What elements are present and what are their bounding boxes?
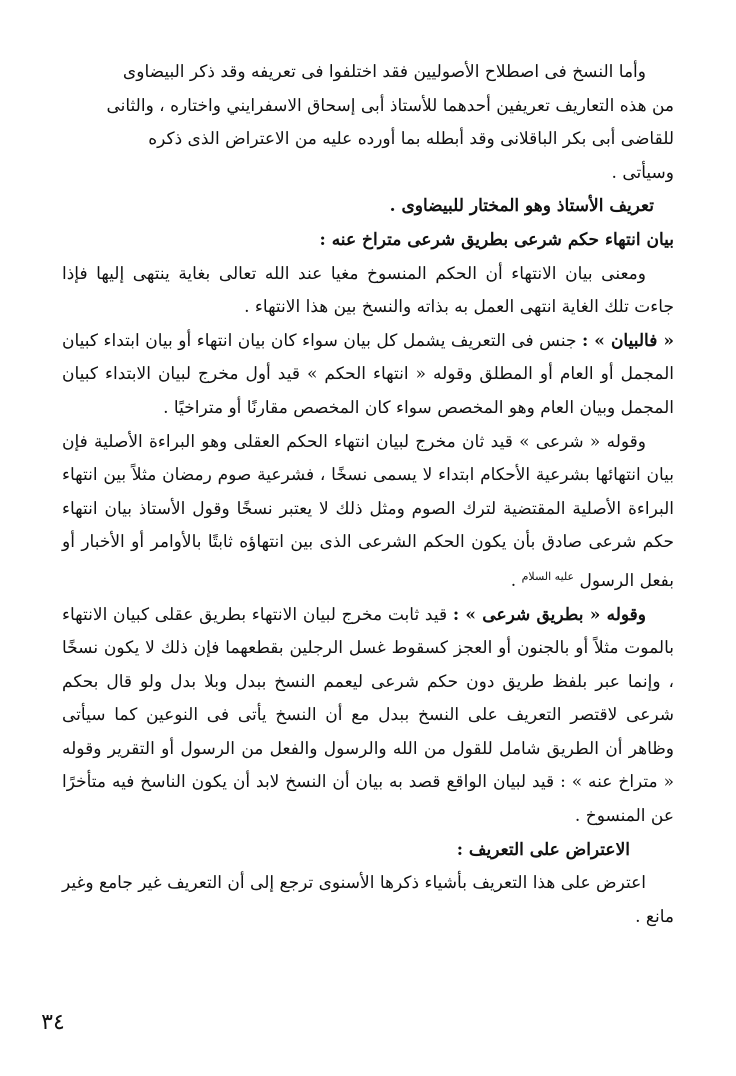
paragraph-sharii-end: . bbox=[510, 570, 517, 591]
body-line: وسيأتى . bbox=[611, 162, 674, 183]
page-number: ٣٤ bbox=[41, 1010, 65, 1035]
term-al-bayan: « فالبيان » : bbox=[582, 330, 675, 351]
honorific-symbol: عليه السلام bbox=[521, 569, 575, 583]
definition-statement: بيان انتهاء حكم شرعى بطريق شرعى متراخ عنه : bbox=[319, 229, 674, 250]
paragraph-tariq bbox=[62, 599, 674, 834]
paragraph-objection: اعترض على هذا التعريف بأشياء ذكرها الأسنوى ترجع إلى أن التعريف غير جامع وغير مانع . bbox=[62, 873, 674, 927]
paragraph-tariq-text: قيد ثابت مخرج لبيان الانتهاء بطريق عقلى كبيان الانتهاء بالموت مثلاً أو بالجنون أو العجز كسقوط غسل الرجلين بقطعهما فإن ذلك لا يكون نسخًا ، وإنما عبر بلفظ طريق دون حكم شرعى ليعمم النسخ ببدل وبلا بدل ولو قال بحكم شرعى لاقتصر التعريف على النسخ ببدل مع أن النسخ يأتى فى النوعين كما سيأتى وظاهر أن الطريق شامل للقول من الله والرسول والفعل من الرسول أو التقرير وقوله « متراخ عنه » : قيد لبيان الواقع قصد به بيان أن النسخ لابد أن يكون الناسخ فيه متأخرًا عن المنسوخ . bbox=[62, 604, 674, 827]
body-line: وأما النسخ فى اصطلاح الأصوليين فقد اختلفوا فى تعريفه وقد ذكر البيضاوى bbox=[122, 62, 646, 82]
paragraph-bayan bbox=[62, 325, 674, 426]
body-line: للقاضى أبى بكر الباقلانى وقد أبطله بما أورده عليه من الاعتراض الذى ذكره bbox=[148, 129, 674, 150]
paragraph-sharii-text: وقوله « شرعى » قيد ثان مخرج لبيان انتهاء الحكم العقلى وهو البراءة الأصلية فإن بيان انتهائها بشرعية الأحكام ابتداء لا يسمى نسخًا ، فشرعية صوم رمضان مثلاً بين انتهاء البراءة الأصلية المقتضية لترك الصوم ومثل ذلك لا يعتبر نسخًا وقول الأستاذ بيان انتهاء حكم شرعى صادق بأن يكون الحكم الشرعى الذى بين انتهاؤه ثابتًا بالأوامر أو الأخبار أو بفعل الرسول bbox=[62, 431, 674, 591]
paragraph-meaning: ومعنى بيان الانتهاء أن الحكم المنسوخ مغيا عند الله تعالى بغاية ينتهى إليها فإذا جاءت تلك الغاية انتهى العمل به بذاته والنسخ بين هذا الانتهاء . bbox=[62, 263, 674, 318]
paragraph-sharii bbox=[62, 426, 674, 599]
section-heading-objection: الاعتراض على التعريف : bbox=[456, 839, 630, 860]
body-line: من هذه التعاريف تعريفين أحدهما للأستاذ أبى إسحاق الاسفرايني واختاره ، والثانى bbox=[106, 95, 674, 116]
page-body bbox=[62, 56, 674, 934]
section-heading-definition: تعريف الأستاذ وهو المختار للبيضاوى . bbox=[389, 196, 654, 217]
paragraph-bayan-text: جنس فى التعريف يشمل كل بيان سواء كان بيان انتهاء أو بيان ابتداء كبيان المجمل أو العام أو المطلق وقوله « انتهاء الحكم » قيد أول مخرج لبيان الابتداء كبيان المجمل وبيان العام وهو المخصص سواء كان المخصص مقارنًا أو متراخيًا . bbox=[62, 330, 674, 418]
term-bitariq-sharii: وقوله « بطريق شرعى » : bbox=[452, 604, 646, 625]
